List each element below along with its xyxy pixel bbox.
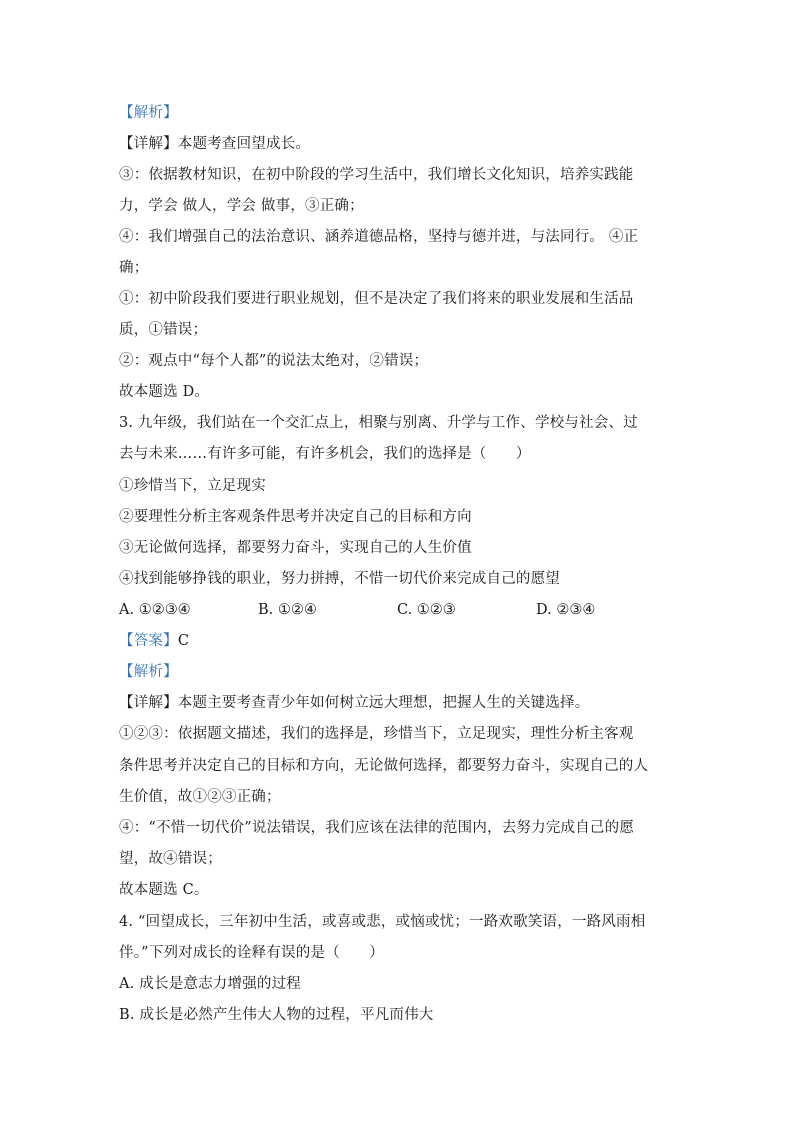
- analysis-heading: 【解析】: [119, 664, 178, 680]
- detail-line: ②：观点中“每个人都”的说法太绝对，②错误；: [119, 353, 429, 369]
- answer-line: [119, 631, 679, 651]
- detail-line: ③：依据教材知识，在初中阶段的学习生活中，我们增长文化知识，培养实践能: [119, 167, 634, 183]
- option-b: B. ①②④: [258, 602, 317, 618]
- detail-line: 力，学会 做人，学会 做事，③正确；: [119, 198, 364, 214]
- detail-line: 确；: [119, 260, 149, 276]
- conclusion-line: 故本题选 D。: [119, 384, 210, 400]
- detail-line: ①：初中阶段我们要进行职业规划，但不是决定了我们将来的职业发展和生活品: [119, 291, 634, 307]
- detail-line: 【详解】本题考查回望成长。: [119, 136, 311, 152]
- detail-line: 条件思考并决定自己的目标和方向，无论做何选择，都要努力奋斗，实现自己的人: [119, 758, 649, 774]
- analysis-heading: 【解析】: [119, 105, 178, 121]
- question-3-stem: 去与未来……有许多可能，有许多机会，我们的选择是（ ）: [119, 446, 531, 462]
- answer-label: 【答案】: [119, 633, 178, 649]
- conclusion-line: 故本题选 C。: [119, 882, 209, 898]
- answer-value: C: [177, 633, 190, 649]
- question-4-option: B. 成长是必然产生伟大人物的过程，平凡而伟大: [119, 1007, 434, 1023]
- question-3-statement: ④找到能够挣钱的职业，努力拼搏，不惜一切代价来完成自己的愿望: [119, 571, 560, 587]
- option-d: D. ②③④: [536, 602, 596, 618]
- option-c: C. ①②③: [397, 602, 456, 618]
- detail-line: ①②③：依据题文描述，我们的选择是，珍惜当下，立足现实，理性分析主客观: [119, 726, 634, 742]
- detail-line: 望，故④错误；: [119, 851, 222, 867]
- question-4-option: A. 成长是意志力增强的过程: [119, 976, 301, 992]
- question-3-statement: ①珍惜当下，立足现实: [119, 478, 266, 494]
- question-3-statement: ②要理性分析主客观条件思考并决定自己的目标和方向: [119, 509, 472, 525]
- detail-line: 【详解】本题主要考查青少年如何树立远大理想，把握人生的关键选择。: [119, 695, 590, 711]
- detail-line: 生价值，故①②③正确；: [119, 789, 281, 805]
- detail-line: ④：“不惜一切代价”说法错误，我们应该在法律的范围内，去努力完成自己的愿: [119, 820, 635, 836]
- detail-line: 质，①错误；: [119, 322, 208, 338]
- question-4-stem: 伴。”下列对成长的诠释有误的是（ ）: [119, 945, 384, 961]
- detail-line: ④：我们增强自己的法治意识、涵养道德品格，坚持与德并进，与法同行。 ④正: [119, 229, 639, 245]
- question-4-stem: 4. “回望成长，三年初中生活，或喜或悲，或恼或忧；一路欢歌笑语，一路风雨相: [119, 914, 646, 930]
- question-3-statement: ③无论做何选择，都要努力奋斗，实现自己的人生价值: [119, 540, 472, 556]
- question-3-stem: 3. 九年级，我们站在一个交汇点上，相聚与别离、升学与工作、学校与社会、过: [119, 415, 638, 431]
- option-a: A. ①②③④: [119, 602, 191, 618]
